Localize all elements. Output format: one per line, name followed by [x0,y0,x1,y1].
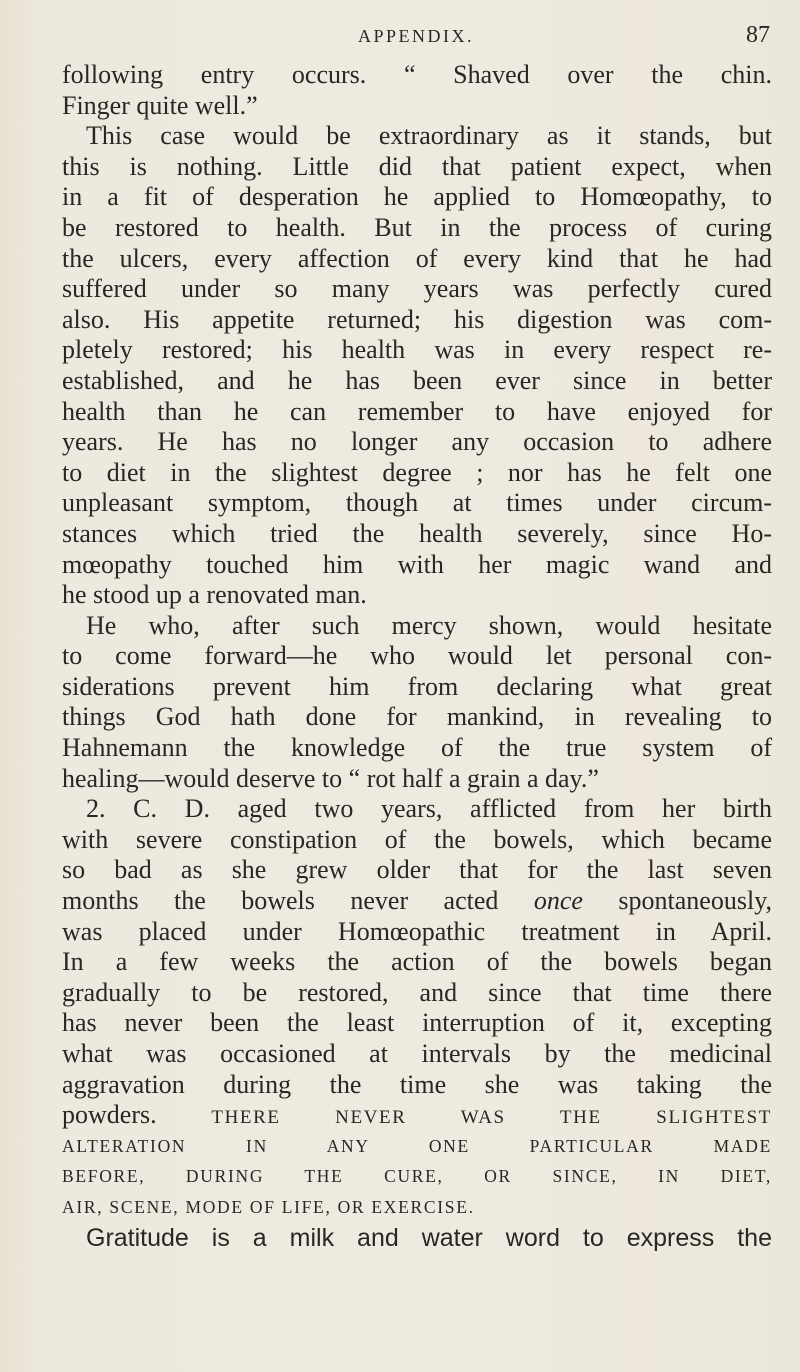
text-line: has never been the least interruption of it, excepting [62,1008,772,1038]
text-line: This case would be extraordinary as it stands, but [86,121,772,151]
text-line: to diet in the slightest degree ; nor has he felt one [62,457,772,487]
text-fragment: powders. [62,1100,157,1130]
text-line: 2. C. D. aged two years, afflicted from her birth [86,794,772,824]
text-line: siderations prevent him from declaring what great [62,671,772,701]
page-header [62,22,770,50]
text-line-small-caps: ALTERATION IN ANY ONE PARTICULAR MADE [62,1135,772,1156]
text-line: years. He has no longer any occasion to adhere [62,427,772,457]
text-line: in a fit of desperation he applied to Homœopathy, to [62,182,772,212]
text-line: gradually to be restored, and since that time there [62,977,772,1007]
text-line: He who, after such mercy shown, would hesitate [86,610,772,640]
text-line: aggravation during the time she was taking the [62,1069,772,1099]
text-line: he stood up a renovated man. [62,580,367,610]
text-line: mœopathy touched him with her magic wand and [62,549,772,579]
text-line [62,886,772,917]
text-line: this is nothing. Little did that patient expect, when [62,151,772,181]
text-line [62,1100,772,1131]
text-line: Hahnemann the knowledge of the true system of [62,733,772,763]
text-line: things God hath done for mankind, in revealing to [62,702,772,732]
text-line: health than he can remember to have enjoyed for [62,396,772,426]
text-line: the ulcers, every affection of every kind that he had [62,243,772,273]
text-line: so bad as she grew older that for the last seven [62,855,772,885]
text-line: unpleasant symptom, though at times under circum- [62,488,772,518]
text-line: established, and he has been ever since in better [62,365,772,395]
text-line: Finger quite well.” [62,90,258,120]
text-line: Gratitude is a milk and water word to express the [86,1223,772,1252]
text-fragment: spontaneously, [582,886,773,916]
text-line: with severe constipation of the bowels, which became [62,824,772,854]
text-line: In a few weeks the action of the bowels began [62,947,772,977]
text-line: healing—would deserve to “ rot half a grain a day.” [62,763,599,793]
text-line: suffered under so many years was perfectly cured [62,274,772,304]
text-line: was placed under Homœopathic treatment in April. [62,916,772,946]
page-number: 87 [746,22,770,48]
italic-word: once [533,886,583,916]
text-line-small-caps: BEFORE, DURING THE CURE, OR SINCE, IN DIET, [62,1166,772,1187]
text-line: following entry occurs. “ Shaved over the chin. [62,60,772,89]
text-line-small-caps: AIR, SCENE, MODE OF LIFE, OR EXERCISE. [62,1196,475,1217]
text-line: stances which tried the health severely, since Ho- [62,518,772,548]
text-line: pletely restored; his health was in every respect re- [62,335,772,365]
text-line: be restored to health. But in the process of curing [62,212,772,242]
text-line: what was occasioned at intervals by the medicinal [62,1039,772,1068]
text-fragment: months the bowels never acted [62,886,534,916]
running-head: APPENDIX. [357,26,474,46]
body-text [62,60,772,1253]
small-caps-emphasis: THERE NEVER WAS THE SLIGHTEST [211,1107,772,1129]
text-line: also. His appetite returned; his digestion was com- [62,304,772,334]
text-line: to come forward—he who would let personal con- [62,641,772,671]
